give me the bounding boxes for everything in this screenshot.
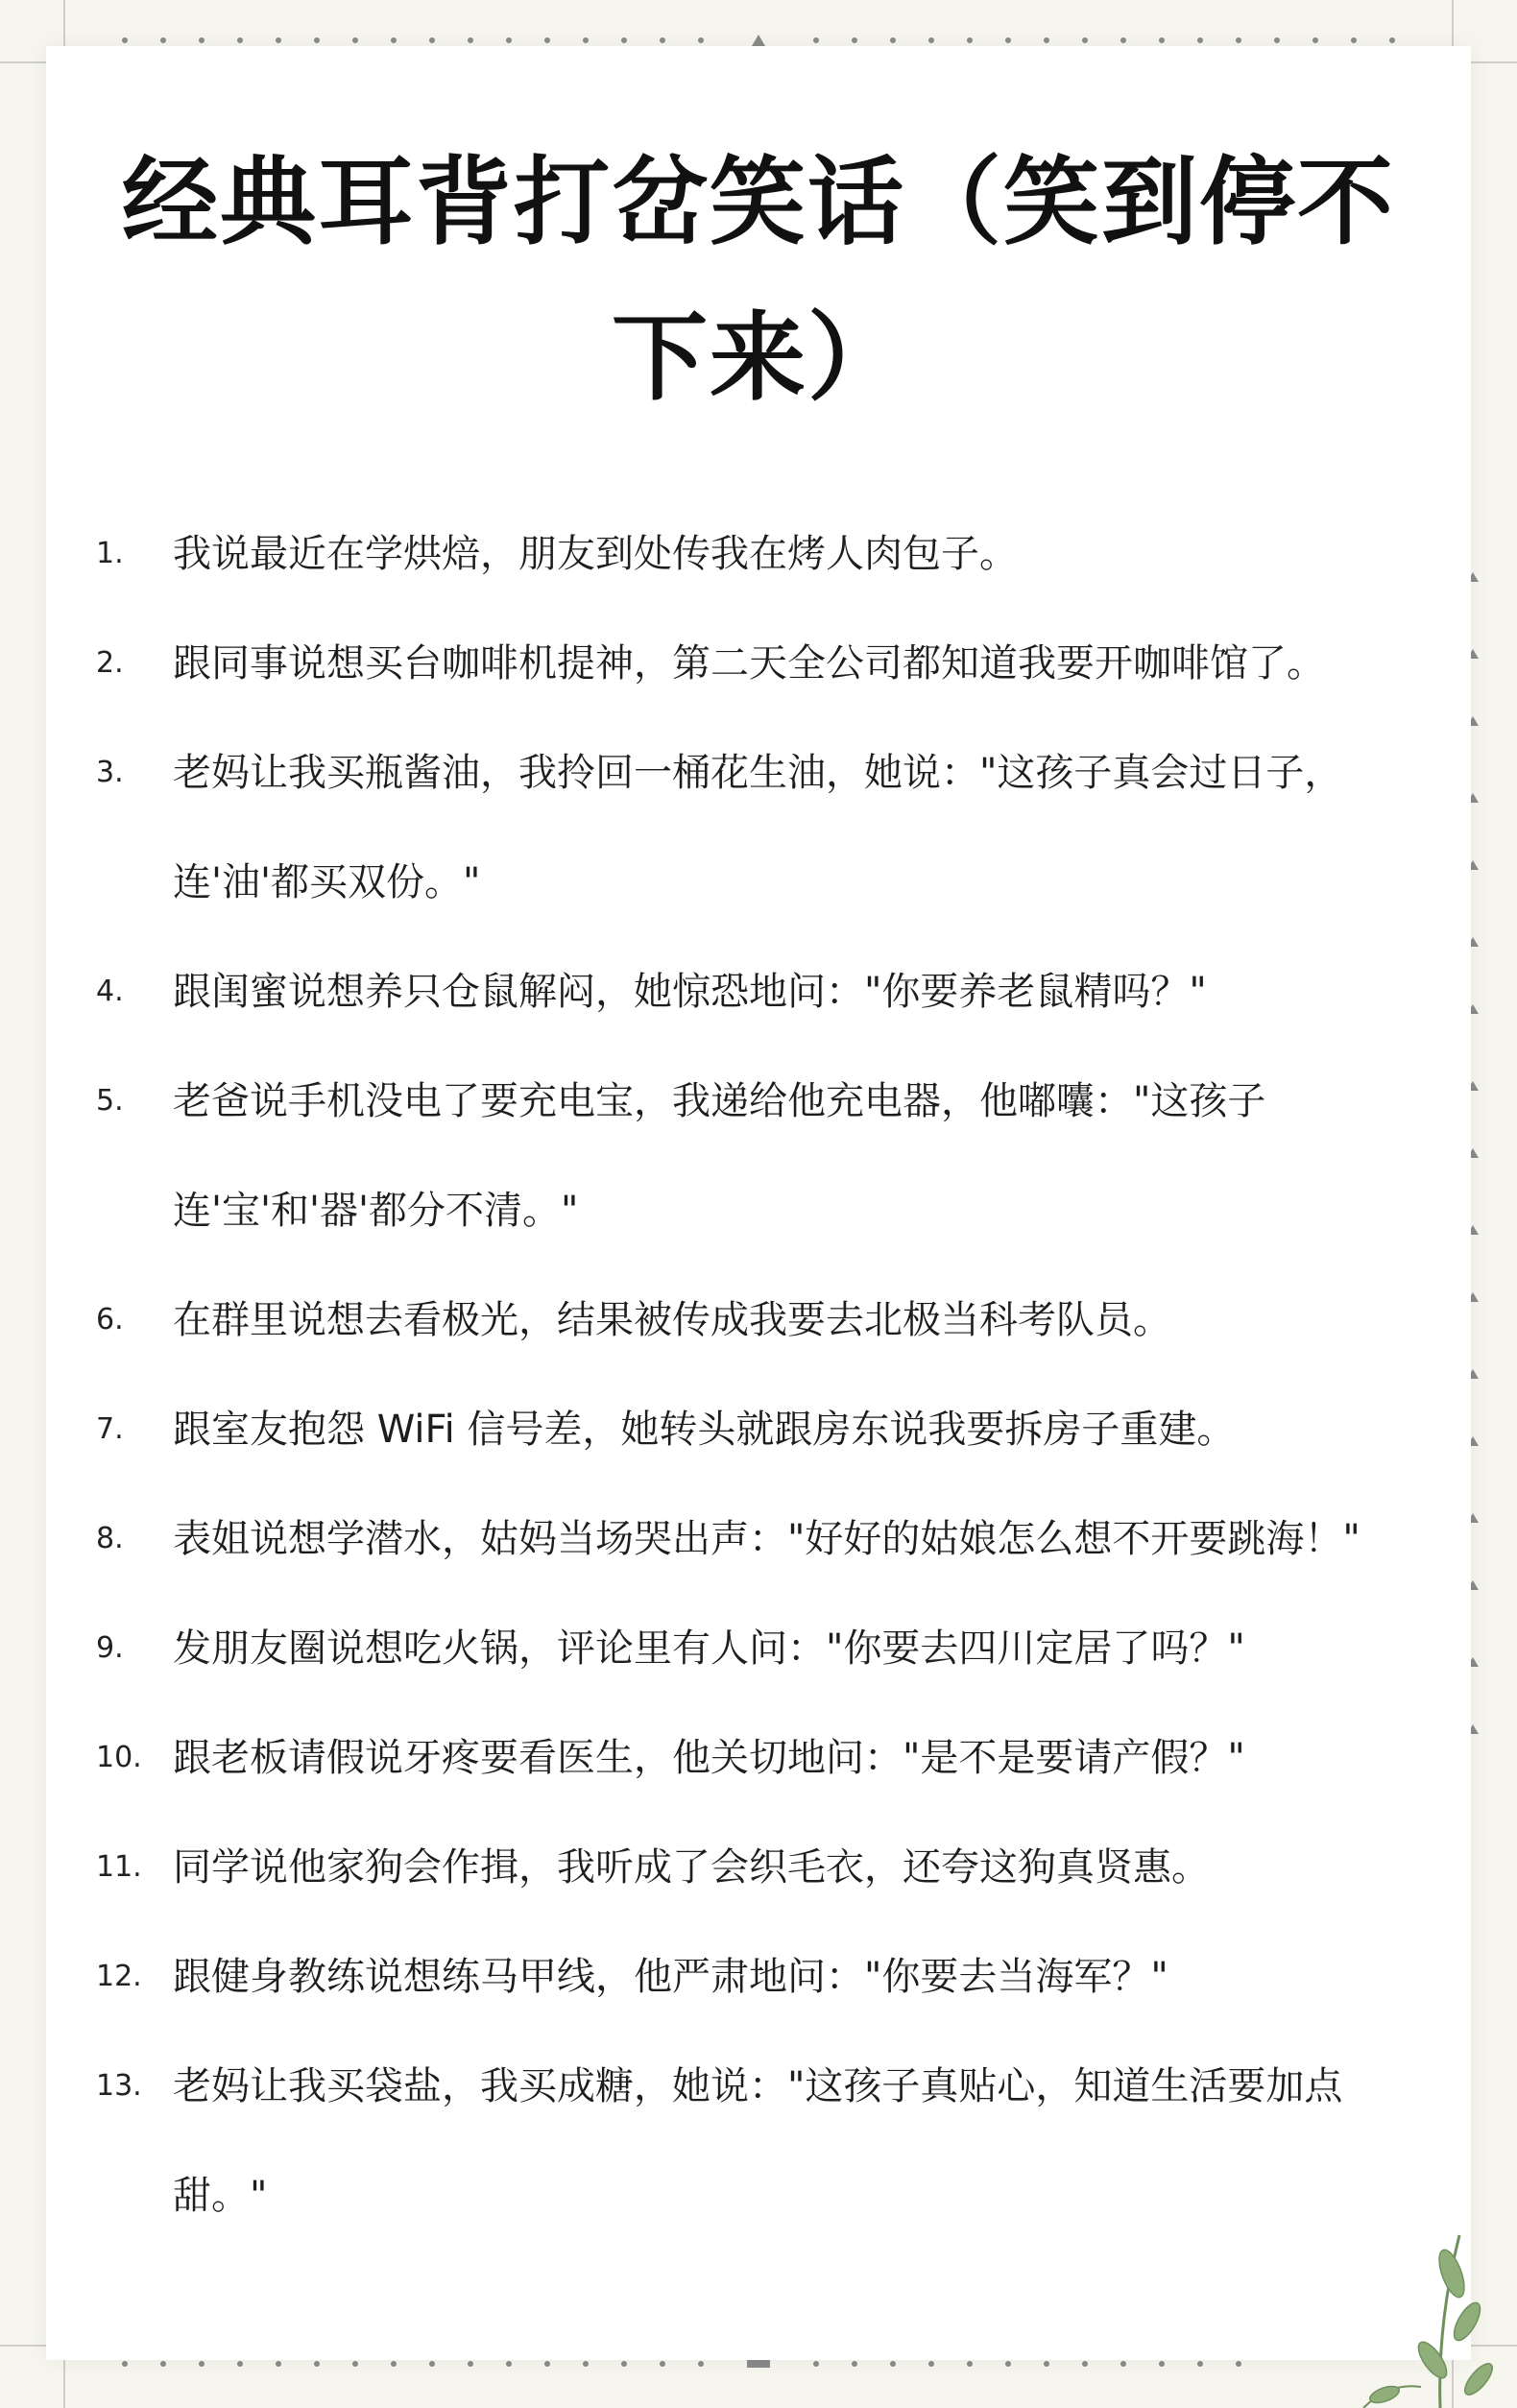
item-text: 跟老板请假说牙疼要看医生，他关切地问："是不是要请产假？": [173, 1736, 1245, 1780]
item-number: 11.: [96, 1850, 142, 1884]
list-item: [96, 2032, 1383, 2251]
list-item: [96, 1047, 1383, 1265]
item-text: 同学说他家狗会作揖，我听成了会织毛衣，还夸这狗真贤惠。: [173, 1845, 1210, 1890]
list-item: [96, 1375, 1383, 1484]
item-number: 5.: [96, 1084, 124, 1118]
joke-list: [96, 499, 1383, 2251]
item-text: 跟室友抱怨 WiFi 信号差，她转头就跟房东说我要拆房子重建。: [173, 1408, 1236, 1452]
item-text: 发朋友圈说想吃火锅，评论里有人问："你要去四川定居了吗？": [173, 1626, 1245, 1671]
item-number: 7.: [96, 1412, 124, 1446]
item-text: 老妈让我买瓶酱油，我拎回一桶花生油，她说："这孩子真会过日子，连'油'都买双份。": [173, 751, 1343, 904]
item-number: 6.: [96, 1303, 124, 1336]
item-number: 12.: [96, 1960, 142, 1993]
item-number: 2.: [96, 646, 124, 680]
list-item: [96, 1813, 1383, 1922]
item-number: 1.: [96, 537, 124, 570]
item-text: 在群里说想去看极光，结果被传成我要去北极当科考队员。: [173, 1298, 1171, 1342]
leaf-decoration-icon: [1325, 2178, 1517, 2408]
item-text: 表姐说想学潜水，姑妈当场哭出声："好好的姑娘怎么想不开要跳海！": [173, 1517, 1360, 1561]
list-item: [96, 1922, 1383, 2032]
list-item: [96, 1484, 1383, 1594]
list-item: [96, 718, 1383, 937]
list-item: [96, 1703, 1383, 1813]
item-number: 13.: [96, 2069, 142, 2103]
list-item: [96, 499, 1383, 609]
list-item: [96, 937, 1383, 1047]
item-number: 3.: [96, 756, 124, 789]
item-text: 跟同事说想买台咖啡机提神，第二天全公司都知道我要开咖啡馆了。: [173, 641, 1325, 686]
item-number: 10.: [96, 1741, 142, 1774]
list-item: [96, 609, 1383, 718]
item-text: 老妈让我买袋盐，我买成糖，她说："这孩子真贴心，知道生活要加点甜。": [173, 2064, 1343, 2218]
page-title: 经典耳背打岔笑话（笑到停不下来）: [122, 146, 1395, 414]
item-text: 我说最近在学烘焙，朋友到处传我在烤人肉包子。: [173, 532, 1018, 576]
list-item: [96, 1594, 1383, 1703]
item-text: 跟闺蜜说想养只仓鼠解闷，她惊恐地问："你要养老鼠精吗？": [173, 970, 1207, 1014]
list-item: [96, 1265, 1383, 1375]
item-text: 跟健身教练说想练马甲线，他严肃地问："你要去当海军？": [173, 1955, 1168, 1999]
item-number: 4.: [96, 975, 124, 1008]
item-number: 9.: [96, 1631, 124, 1665]
item-text: 老爸说手机没电了要充电宝，我递给他充电器，他嘟囔："这孩子连'宝'和'器'都分不清。": [173, 1079, 1266, 1233]
item-number: 8.: [96, 1522, 124, 1555]
